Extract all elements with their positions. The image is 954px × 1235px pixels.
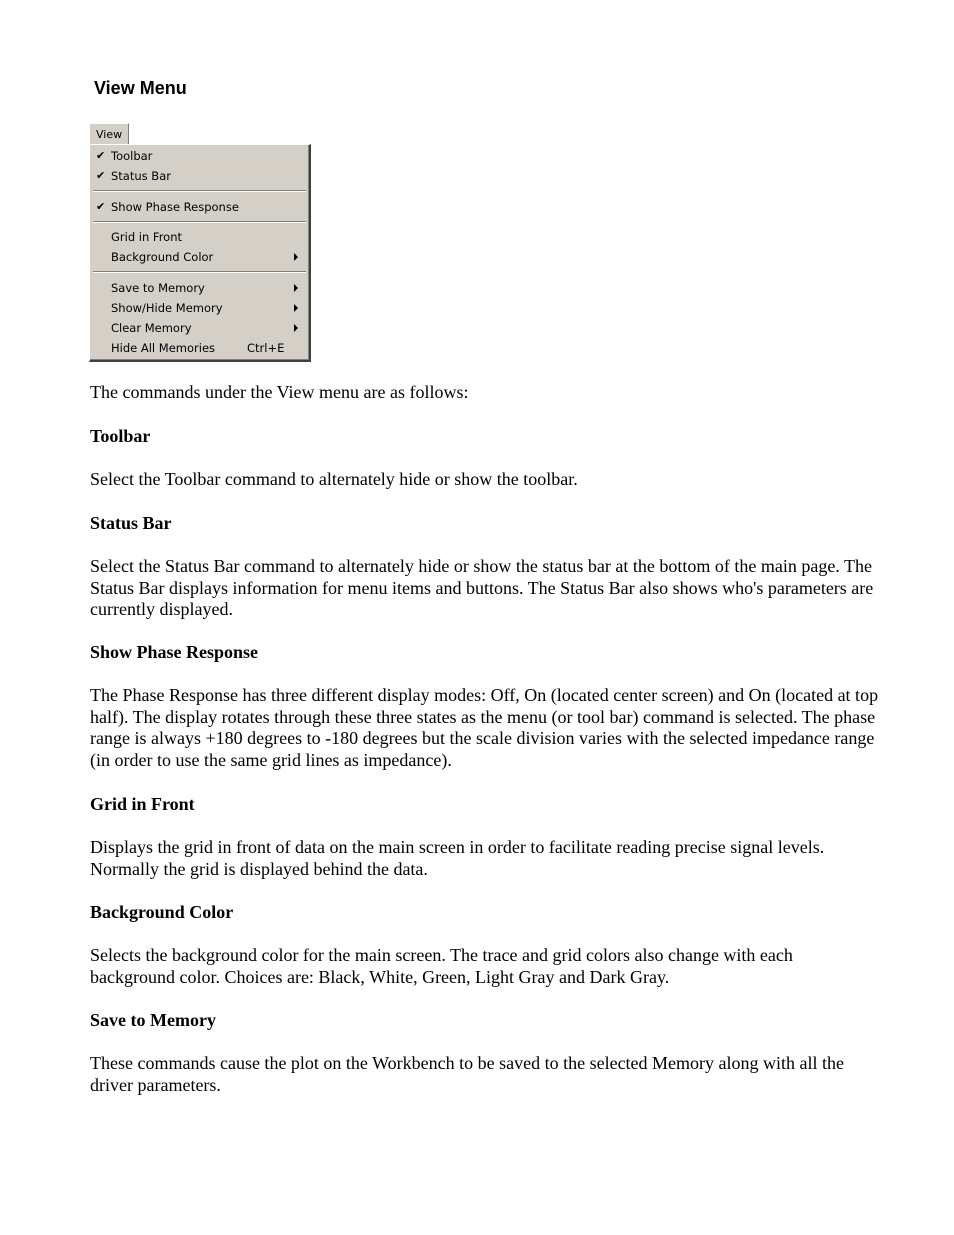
intro-text: The commands under the View menu are as follows: [90,382,469,402]
menu-item-label: Show Phase Response [111,200,239,214]
menu-item-label: Grid in Front [111,230,183,244]
page-title: View Menu [94,78,187,98]
menu-item-toolbar[interactable] [90,146,308,166]
menu-item-save-to-memory[interactable] [90,278,308,298]
section-heading-grid-in-front: Grid in Front [90,794,195,814]
section-text-status-bar: Select the Status Bar command to alternately hide or show the status bar at the bottom of the main page. The Status Bar displays information for menu items and buttons. The Status Bar also shows who's parameters are currently displayed. [90,556,874,620]
view-menu-dropdown [89,144,311,362]
checkmark-icon: ✔ [96,169,106,182]
section-heading-toolbar: Toolbar [90,426,151,446]
section-heading-background-color: Background Color [90,902,234,922]
menu-separator [93,190,306,192]
menu-item-background-color[interactable] [90,247,308,267]
menu-item-label: Background Color [111,250,214,264]
menu-item-label: Toolbar [111,149,153,163]
section-heading-status-bar: Status Bar [90,513,172,533]
submenu-arrow-icon [294,324,298,332]
submenu-arrow-icon [294,304,298,312]
menu-item-shortcut: Ctrl+E [247,341,285,355]
submenu-arrow-icon [294,284,298,292]
section-text-grid-in-front: Displays the grid in front of data on the main screen in order to facilitate reading precise signal levels. Normally the grid is displayed behind the data. [90,837,825,879]
submenu-arrow-icon [294,253,298,261]
section-text-toolbar: Select the Toolbar command to alternately hide or show the toolbar. [90,469,578,489]
menu-item-label: Hide All Memories [111,341,216,355]
section-text-background-color: Selects the background color for the main screen. The trace and grid colors also change with each background color. Choices are: Black, White, Green, Light Gray and Dark Gray. [90,945,793,987]
section-text-save-to-memory: These commands cause the plot on the Workbench to be saved to the selected Memory along with all the driver parameters. [90,1053,845,1095]
menu-item-show-phase-response[interactable] [90,197,308,217]
menu-item-show-hide-memory[interactable] [90,298,308,318]
section-heading-save-to-memory: Save to Memory [90,1010,216,1030]
menu-separator [93,271,306,273]
checkmark-icon: ✔ [96,149,106,162]
menu-item-hide-all-memories[interactable] [90,338,308,358]
menu-item-label: Save to Memory [111,281,205,295]
section-text-show-phase-response: The Phase Response has three different display modes: Off, On (located center screen) and On (located at top half). The display rotates through these three states as the menu (or tool bar) command is selected. The phase range is always +180 degrees to -180 degrees but the scale division varies with the selected impedance range (in order to use the same grid lines as impedance). [90,685,879,770]
section-heading-show-phase-response: Show Phase Response [90,642,259,662]
menu-item-status-bar[interactable] [90,166,308,186]
menu-separator [93,221,306,223]
menu-item-grid-in-front[interactable] [90,227,308,247]
menu-item-clear-memory[interactable] [90,318,308,338]
menu-item-label: Clear Memory [111,321,192,335]
checkmark-icon: ✔ [96,200,106,213]
menu-item-label: Status Bar [111,169,171,183]
view-menu-tab[interactable]: View [89,123,129,145]
menu-item-label: Show/Hide Memory [111,301,223,315]
